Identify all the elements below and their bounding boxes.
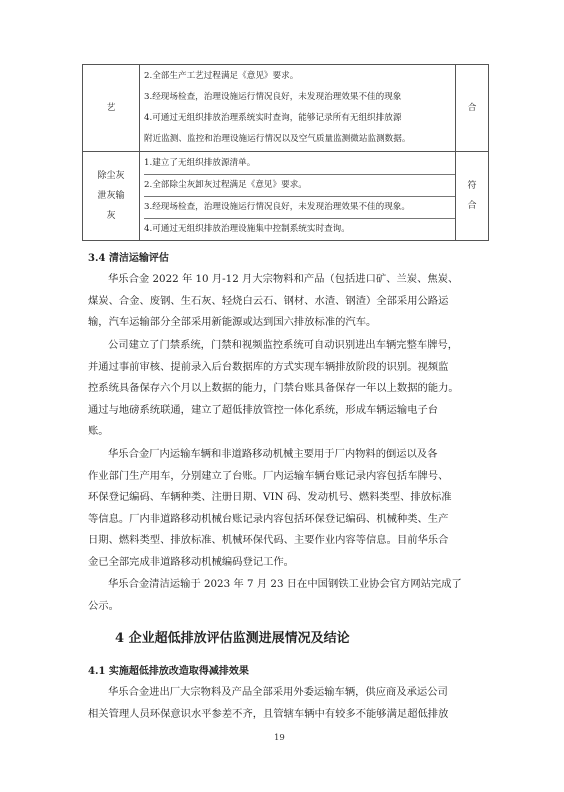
table-detail-line: 附近监测、监控和治理设施运行情况以及空气质量监测微站监测数据。 <box>144 134 411 144</box>
text-line: 通过与地磅系统联通，建立了超低排放管控一体化系统，形成车辆运输电子台 <box>88 403 439 416</box>
table-result-label: 合 <box>467 201 477 211</box>
table-detail-line: 3.经现场检查，治理设施运行情况良好，未发现治理效果不佳的现象 <box>144 92 402 102</box>
table-result-label: 合 <box>467 102 477 113</box>
table-detail-line: 4.可通过无组织排放治理系统实时查询，能够记录所有无组织排放源 <box>144 113 402 123</box>
section-heading: 4.1 实施超低排放改造取得减排效果 <box>88 666 249 677</box>
paragraph <box>88 335 480 443</box>
table-result-cell <box>456 65 489 152</box>
section-heading: 3.4 清洁运输评估 <box>88 253 169 264</box>
text-line: 并通过事前审核、提前录入后台数据库的方式实现车辆排放阶段的识别。视频监 <box>88 360 449 373</box>
table-item-label: 泄灰输 <box>97 191 125 201</box>
text-line: 公示。 <box>88 599 119 612</box>
table-item-cell <box>83 152 140 241</box>
table-detail-cell <box>140 152 456 241</box>
text-line: 日期、燃料类型、排放标准、机械环保代码、主要作业内容等信息。目前华乐合 <box>88 534 449 546</box>
table-detail-line: 1.建立了无组织排放源清单。 <box>144 153 455 175</box>
paragraph <box>88 269 480 334</box>
text-line: 作业部门生产用车，分别建立了台账。厂内运输车辆台账记录内容包括车牌号、 <box>88 469 449 482</box>
text-line: 账。 <box>88 425 109 437</box>
text-line: 华乐合金清洁运输于 2023 年 7 月 23 日在中国钢铁工业协会官方网站完成了 <box>108 578 462 590</box>
table-detail-line: 2.全部生产工艺过程满足《意见》要求。 <box>144 71 299 81</box>
table-item-label: 艺 <box>106 102 116 113</box>
table-item-label: 除尘灰 <box>97 171 125 181</box>
text-line: 华乐合金进出厂大宗物料及产品全部采用外委运输车辆，供应商及承运公司 <box>108 686 448 698</box>
text-line: 煤炭、合金、废钢、生石灰、轻烧白云石、钢材、水渣、钢渣）全部采用公路运 <box>88 294 449 307</box>
text-line: 公司建立了门禁系统，门禁和视频监控系统可自动识别进出车辆完整车牌号， <box>108 339 459 351</box>
page-number: 19 <box>274 733 285 743</box>
paragraph <box>88 682 480 725</box>
text-line: 相关管理人员环保意识水平参差不齐，且管辖车辆中有较多不能够满足超低排放 <box>88 707 449 720</box>
table-item-label: 灰 <box>106 211 116 221</box>
table-detail-line: 2.全部除尘灰卸灰过程满足《意见》要求。 <box>144 175 455 197</box>
paragraph <box>88 444 480 573</box>
assessment-table <box>82 64 489 241</box>
chapter-heading: 4 企业超低排放评估监测进展情况及结论 <box>115 631 350 646</box>
text-line: 金已全部完成非道路移动机械编码登记工作。 <box>88 555 294 568</box>
text-line: 控系统具备保存六个月以上数据的能力，门禁台账具备保存一年以上数据的能力。 <box>88 382 459 394</box>
text-line: 环保登记编码、车辆种类、注册日期、VIN 码、发动机号、燃料类型、排放标准 <box>88 491 452 503</box>
text-line: 华乐合金 2022 年 10 月-12 月大宗物料和产品（包括进口矿、兰炭、焦炭、 <box>108 273 459 285</box>
text-line: 华乐合金厂内运输车辆和非道路移动机械主要用于厂内物料的倒运以及各 <box>108 448 438 460</box>
table-detail-line: 4.可通过无组织排放治理设施集中控制系统实时查询。 <box>144 223 350 234</box>
table-detail-cell <box>140 65 456 152</box>
text-line: 等信息。厂内非道路移动机械台账记录内容包括环保登记编码、机械种类、生产 <box>88 512 449 525</box>
table-item-cell <box>83 65 140 152</box>
table-row <box>83 65 489 152</box>
table-result-label: 符 <box>467 181 477 191</box>
text-line: 输，汽车运输部分全部采用新能源或达到国六排放标准的汽车。 <box>88 316 377 328</box>
paragraph <box>88 574 480 617</box>
table-row <box>83 152 489 241</box>
table-result-cell <box>456 152 489 241</box>
table-detail-line: 3.经现场检查，治理设施运行情况良好，未发现治理效果不佳的现象。 <box>144 197 455 219</box>
